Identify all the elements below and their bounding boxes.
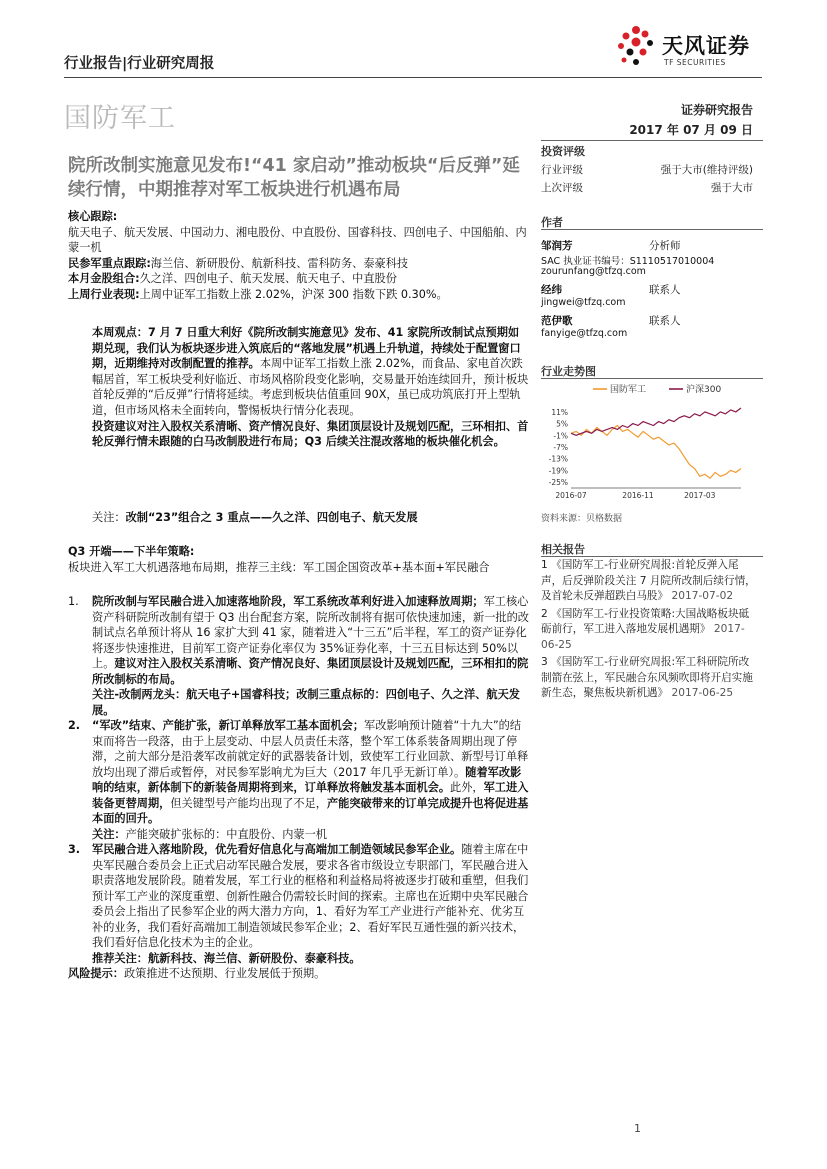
list-item [68, 842, 530, 966]
related-item-date: 2017-07-02 [671, 590, 734, 602]
x-tick-label: 2017-03 [684, 491, 716, 500]
related-item-date: 2017-06-25 [671, 687, 734, 699]
sector-title: 国防军工 [64, 103, 176, 134]
weekly-view-body: 本周中证军工指数上涨 2.02%，而食品、家电首次跌幅居首，军工板块受利好临近、市场风格阶段变化影响，交易量开始连续回升，预计板块首轮反弹的“后反弹”行情将延续。考虑到板块估值重回 90X，虽已成功筑底打开上型轨道，但市场风格未全面转向，警惕板块行情分化表现。 [92, 357, 529, 417]
authors-rule [541, 229, 763, 230]
author-email[interactable]: fanyige@tfzq.com [541, 328, 628, 339]
item-body [92, 718, 530, 842]
item-text: 军改影响预计随着“十九大”的结束而将告一段落，由于上层变动、中层人员责任未落，整个军工体系装备周期出现了停滞，之前大部分是沿袭军改前就定好的武器装备计划，致使军工行业回款、新型号订单释放均出现了滞后或暂停，对民参军影响尤为巨大（2017 年几乎无新订单）。 [92, 719, 529, 779]
item-body [92, 842, 530, 966]
item-text: 随着主席在中央军民融合委员会上正式启动军民融合发展，要求各省市级设立专职部门，军民融合进入职责落地发展阶段。随着发展，军工行业的框格和利益格局将被逐步打破和重塑，但我们预计军工产业的深度重塑、创新性融合仍需较长时间的探索。主席也在近期中央军民融合委员会上指出了民参军企业的两大潜力方向，1、看好为军工产业进行产能补充、优劣互补的业务，我们看好高端加工制造领域民参军企业；2、看好军民互通性强的新兴技术，我们看好信息化技术为主的企业。 [92, 843, 529, 949]
series-line [571, 426, 741, 479]
authors-heading: 作者 [541, 216, 563, 229]
related-item-title[interactable]: 2 《国防军工-行业投资策略:大国战略板块砥砺前行，军工进入落地发展机遇期》 [541, 607, 750, 635]
weekly-view-lead: 本周观点：7 月 7 日重大利好《院所改制实施意见》发布、41 家院所改制试点预期如期兑现，我们认为板块逐步进入筑底后的“落地发展”机遇上升轨道，持续处于配置窗口期，近期维持对改制配置的推荐。 [92, 326, 521, 371]
q3-intro: 板块进入军工大机遇落地布局期，推荐三主线：军工国企国资改革+基本面+军民融合 [68, 560, 490, 574]
item-text: 但关键型号产能均出现了不足， [170, 796, 327, 810]
related-heading: 相关报告 [541, 543, 585, 556]
related-rule [541, 556, 763, 557]
focus-label: 关注： [92, 511, 126, 524]
related-item-date: 2017-06-25 [541, 623, 745, 651]
minshen-list: 海兰信、新研股份、航新科技、雷科防务、泰豪科技 [150, 256, 409, 270]
perf-label: 上周行业表现: [68, 287, 140, 301]
risk-text: 政策推进不达预期、行业发展低于预期。 [123, 967, 326, 980]
weekly-view-paragraph [92, 325, 530, 450]
y-tick-label: -19% [548, 466, 568, 476]
author-role: 联系人 [649, 315, 681, 327]
report-title: 院所改制实施意见发布!“41 家启动”推动板块“后反弹”延续行情，中期推荐对军工板块进行机遇布局 [68, 156, 520, 200]
last-rating-label: 上次评级 [541, 182, 583, 194]
author-name: 经纬 [541, 284, 562, 296]
chart-source: 资料来源：贝格数据 [541, 514, 623, 524]
core-list: 航天电子、航天发展、中国动力、湘电股份、中直股份、国睿科技、四创电子、中国船舶、内蒙一机 [68, 225, 527, 254]
perf-row [68, 287, 530, 303]
item-emphasis: 随着军改影响的结束，新体制下的新装备周期将到来，订单释放将触发基本面机会。 [92, 765, 522, 794]
core-label: 核心跟踪: [68, 210, 118, 223]
trend-heading: 行业走势图 [541, 365, 596, 378]
item-attn: 产能突破扩张标的：中直股份、内蒙一机 [125, 827, 327, 841]
item-emphasis: 产能突破带来的订单完成提升也将促进基本面的回升。 [92, 796, 529, 825]
focus-text: 改制“23”组合之 3 重点——久之洋、四创电子、航天发展 [125, 511, 418, 524]
item-attn-label: 关注-改制两龙头： [92, 688, 187, 701]
item-body [92, 594, 530, 718]
series-line [571, 408, 741, 435]
q3-strategy [68, 544, 530, 575]
related-item[interactable] [541, 655, 759, 702]
rating-heading: 投资评级 [541, 145, 585, 158]
author-cert: SAC 执业证书编号：S1110517010004 [541, 256, 715, 267]
investment-advice: 投资建议对注入股权关系清晰、资产情况良好、集团顶层设计及规划匹配，三环相扣、首轮反弹行情未跟随的白马改制股进行布局；Q3 后续关注混改落地的板块催化机会。 [92, 419, 529, 449]
item-heading: 院所改制与军民融合进入加速落地阶段，军工系统改革利好进入加速释放周期； [92, 595, 484, 608]
item-attn-label: 推荐关注： [92, 951, 148, 965]
item-emphasis: 建议对注入股权关系清晰、资产情况良好、集团顶层设计及规划匹配，三环相扣的院所改制标的布局。 [92, 657, 529, 686]
y-tick-label: 11% [551, 407, 568, 417]
minshen-label: 民参军重点跟踪: [68, 256, 151, 270]
related-item[interactable] [541, 607, 759, 654]
y-tick-label: 5% [556, 419, 568, 429]
y-tick-label: -13% [548, 454, 568, 464]
report-category: 行业报告|行业研究周报 [64, 56, 215, 72]
report-type: 证券研究报告 [680, 103, 753, 117]
related-item[interactable] [541, 558, 759, 605]
rating-top-rule [541, 140, 763, 141]
focus-line [92, 510, 530, 526]
item-attn: 航天电子+国睿科技；改制三重点标的：四创电子、久之洋、航天发展。 [92, 688, 520, 717]
gold-list: 久之洋、四创电子、航天发展、航天电子、中直股份 [139, 272, 397, 285]
header-divider [64, 77, 762, 78]
gold-label: 本月金股组合: [68, 272, 140, 285]
x-axis [555, 491, 715, 500]
author-email[interactable]: zourunfang@tfzq.com [541, 266, 646, 277]
item-heading: 军民融合进入落地阶段，优先看好信息化与高端加工制造领域民参军企业。 [92, 843, 462, 856]
page-number: 1 [634, 1122, 641, 1135]
strategy-list [68, 594, 530, 982]
y-tick-label: -25% [548, 478, 568, 488]
item-attn: 航新科技、海兰信、新研股份、泰豪科技。 [147, 951, 361, 965]
item-attn-label: 关注： [92, 827, 126, 841]
perf-text: 上周中证军工指数上涨 2.02%，沪深 300 指数下跌 0.30%。 [139, 287, 448, 301]
y-tick-label: -7% [553, 443, 568, 452]
author-name: 范伊歌 [541, 315, 573, 327]
item-emphasis: 军工进入装备更替周期， [92, 781, 529, 810]
q3-heading: Q3 开端——下半年策略: [68, 545, 195, 558]
item-text: 此外， [450, 781, 484, 794]
author-name: 邹润芳 [541, 240, 573, 252]
item-number: 1. [68, 595, 79, 608]
gold-row [68, 271, 530, 287]
author-email[interactable]: jingwei@tfzq.com [541, 297, 626, 308]
legend-label: 沪深300 [686, 385, 722, 395]
x-tick-label: 2016-07 [555, 491, 587, 500]
x-tick-label: 2016-11 [622, 491, 654, 500]
related-item-title[interactable]: 1 《国防军工-行业研究周报:首轮反弹入尾声，后反弹阶段关注 7 月院所改制后续行情，及首轮未反弹超跌白马股》 [541, 559, 756, 602]
industry-rating-value: 强于大市(维持评级) [660, 164, 753, 176]
logo-subtitle: TF SECURITIES [664, 58, 726, 67]
industry-rating-label: 行业评级 [541, 164, 583, 176]
trend-rule [541, 378, 763, 379]
company-logo [612, 24, 772, 70]
trend-chart [541, 380, 763, 506]
item-heading: “军改”结束、产能扩张，新订单释放军工基本面机会； [92, 719, 365, 732]
y-tick-label: -1% [553, 431, 568, 441]
core-tracking [68, 209, 530, 302]
list-item [68, 718, 530, 842]
item-number: 2. [68, 719, 81, 732]
item-number: 3. [68, 843, 81, 856]
minshen-row [68, 256, 530, 272]
risk-warning [68, 966, 530, 982]
related-list [541, 558, 759, 702]
item-text: 军工核心资产科研院所改制有望于 Q3 出台配套方案，院所改制将有据可依快速加速，新一批的改制试点名单预计将从 16 家扩大到 41 家，随着进入“十三五”后半程，军工的资产证券化将逐步快速推进，目前军工资产证券化率仅为 35%证券化率，十三五目标达到 50%以上。 [92, 595, 529, 670]
logo-name: 天风证券 [662, 34, 750, 58]
logo-dots-icon [612, 24, 660, 70]
last-rating-value: 强于大市 [711, 182, 753, 194]
report-date: 2017 年 07 月 09 日 [629, 123, 753, 137]
legend-label: 国防军工 [610, 385, 647, 395]
list-item [68, 594, 530, 718]
risk-label: 风险提示： [68, 967, 124, 980]
chart-lines [571, 408, 741, 478]
author-role: 联系人 [649, 284, 681, 296]
author-role: 分析师 [649, 240, 681, 252]
related-item-title[interactable]: 3 《国防军工-行业研究周报:军工科研院所改制箭在弦上，军民融合东风频吹即将开启实施新生态，聚焦板块新机遇》 [541, 656, 753, 699]
chart-legend [593, 383, 721, 395]
